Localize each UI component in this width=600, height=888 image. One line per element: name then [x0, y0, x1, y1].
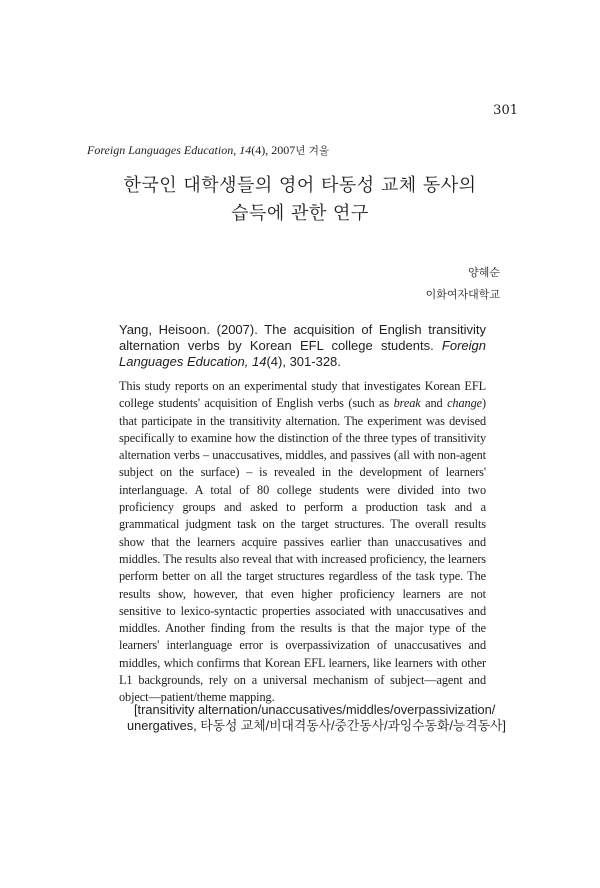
- paper-title: [60, 172, 540, 228]
- citation-text: Yang, Heisoon. (2007). The acquisition of English transitivity alternation verbs by Korean EFL college students.: [119, 322, 486, 353]
- journal-name: Foreign Languages Education, 14: [87, 143, 252, 157]
- journal-season: 년 겨울: [295, 145, 329, 157]
- keywords-line-1: [transitivity alternation/unaccusatives/middles/overpassivization/: [134, 702, 496, 717]
- paper-title-line-2: 습득에 관한 연구: [231, 203, 369, 224]
- journal-issue: (4), 2007: [251, 143, 296, 157]
- citation-pages: (4), 301-328.: [266, 354, 341, 369]
- abstract-text-2: and: [420, 396, 448, 411]
- page-number: 301: [493, 103, 518, 118]
- author-name: 양혜순: [468, 266, 500, 279]
- abstract-text-1: This study reports on an experimental study that investigates Korean EFL college students' acquisition of English verbs (such as: [119, 379, 486, 411]
- abstract: [119, 378, 486, 707]
- citation-journal: Foreign Languages Education, 14: [119, 338, 486, 369]
- author-affiliation: 이화여자대학교: [425, 288, 500, 301]
- author-block: [426, 262, 500, 306]
- journal-header: [87, 143, 329, 158]
- abstract-word-break: break: [393, 396, 421, 411]
- paper-title-line-1: 한국인 대학생들의 영어 타동성 교체 동사의: [123, 175, 477, 196]
- keywords: [119, 702, 506, 734]
- abstract-text-3: ) that participate in the transitivity alternation. The experiment was devised specifically to examine how the distinction of the three types of transitivity alternation verbs – unaccusatives, middles, and passives (all with non-agent subject on the surface) – is revealed in the development of learners' interlanguage. A total of 80 college students were divided into two proficiency groups and asked to perform a production task and a grammatical judgment task on the target structures. The overall results show that the learners acquire passives earlier than unaccusatives and middles. The results also reveal that with increased proficiency, the learners perform better on all the target structures regardless of the task type. The results show, however, that even higher proficiency learners are not sensitive to lexico-syntactic properties associated with unaccusatives and middles. Another finding from the results is that the major type of the learners' interlanguage error is overpassivization of unaccusatives and middles, which confirms that Korean EFL learners, like learners with other L1 backgrounds, rely on a universal mechanism of subject—agent and object—patient/theme mapping.: [119, 396, 486, 705]
- keywords-line-2: unergatives, 타동성 교체/비대격동사/중간동사/과잉수동화/능격동사]: [127, 718, 506, 733]
- abstract-word-change: change: [447, 396, 482, 411]
- citation: [119, 322, 486, 370]
